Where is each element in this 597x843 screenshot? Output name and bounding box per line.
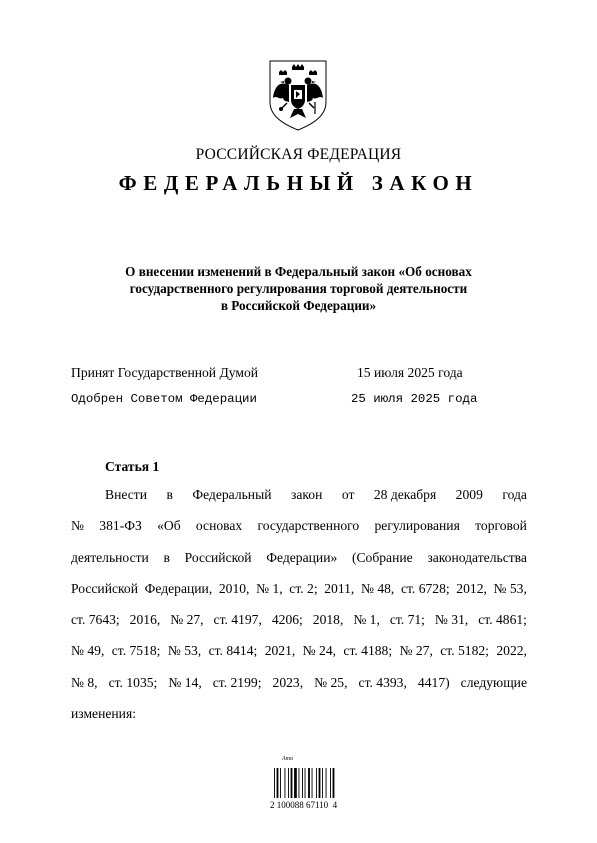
article-word: № 8,: [71, 674, 98, 690]
article-word: от: [341, 487, 355, 502]
article-word: основах: [195, 518, 243, 534]
barcode-bar: [285, 768, 286, 798]
article-line: [71, 705, 527, 736]
article-word: № 48,: [360, 580, 395, 596]
adoption-label: Одобрен Советом Федерации: [71, 392, 257, 406]
article-word: № 49,: [71, 643, 105, 659]
article-word: Российской: [71, 580, 138, 596]
article-word: Внести: [105, 487, 147, 502]
article-word: ст. 2;: [289, 580, 318, 596]
article-word: 2010,: [218, 580, 250, 596]
adoption-date: 15 июля 2025 года: [357, 365, 463, 380]
article-word: (Собрание: [351, 549, 413, 565]
article-word: 4206;: [271, 612, 303, 628]
law-title-line: государственного регулирования торговой деятельности: [129, 281, 468, 296]
barcode-bar: [288, 768, 289, 798]
article-word: ст. 7518;: [111, 643, 161, 659]
article-word: регулирования: [374, 518, 460, 534]
article-word: ст. 7643;: [71, 612, 120, 628]
article-word: ст. 6728;: [400, 580, 450, 596]
article-word: № 1,: [353, 612, 380, 628]
article-line: [71, 642, 527, 673]
country-name: РОССИЙСКАЯ ФЕДЕРАЦИЯ: [195, 146, 402, 163]
article-word: следующие: [460, 674, 527, 690]
article-body: [71, 486, 527, 736]
article-line: [71, 486, 527, 517]
article-word: Федерации»: [266, 549, 338, 565]
barcode-bar: [274, 768, 275, 798]
barcode-bar: [291, 768, 293, 798]
article-word: ст. 2199;: [212, 674, 262, 690]
article-word: Федеральный: [192, 487, 272, 502]
coat-of-arms-icon: [267, 58, 329, 132]
article-word: законодательства: [427, 549, 527, 565]
article-word: № 25,: [314, 674, 348, 690]
article-word: ст. 4188;: [343, 643, 393, 659]
law-title-line: О внесении изменений в Федеральный закон «Об основах: [125, 264, 472, 279]
adoption-date: 25 июля 2025 года: [351, 392, 478, 406]
article-word: ст. 1035;: [108, 674, 158, 690]
article-word: изменения:: [71, 706, 136, 722]
article-word: 2016,: [129, 612, 161, 628]
article-word: 381-ФЗ: [99, 518, 142, 534]
article-word: в: [166, 487, 173, 502]
article-word: государственного: [257, 518, 360, 534]
barcode-bar: [322, 768, 323, 798]
article-line: [71, 517, 527, 548]
barcode-caption: Ато: [282, 756, 293, 762]
article-line: [71, 580, 527, 611]
article-line: [71, 549, 527, 580]
article-word: 2009: [455, 487, 483, 502]
article-word: № 14,: [168, 674, 202, 690]
article-word: № 1,: [256, 580, 283, 596]
article-word: ст. 71;: [389, 612, 425, 628]
law-title-line: в Российской Федерации»: [220, 298, 377, 313]
article-word: № 53,: [167, 643, 202, 659]
barcode-bar: [312, 768, 313, 798]
barcode-bar: [302, 768, 303, 798]
article-word: № 31,: [434, 612, 469, 628]
barcode-bar: [294, 768, 297, 798]
article-word: ст. 4197,: [213, 612, 262, 628]
article-word: ст. 4393,: [358, 674, 407, 690]
barcode-bar: [319, 768, 321, 798]
article-word: 2011,: [324, 580, 355, 596]
article-line: [71, 611, 527, 642]
article-word: № 24,: [302, 643, 337, 659]
article-word: ст. 4861;: [478, 612, 527, 628]
article-word: 2012,: [456, 580, 487, 596]
article-word: ст. 8414;: [208, 643, 258, 659]
barcode-bar: [277, 768, 279, 798]
barcode-bar: [330, 768, 331, 798]
article-word: 2018,: [312, 612, 344, 628]
article-word: ст. 5182;: [440, 643, 489, 659]
article-word: торговой: [475, 518, 527, 534]
barcode-number: 2 100088 67110 4: [270, 800, 338, 810]
article-word: 2021,: [264, 643, 296, 659]
barcode-bar: [326, 768, 327, 798]
article-word: деятельности: [71, 549, 149, 565]
article-word: 2023,: [272, 674, 304, 690]
barcode-bar: [333, 768, 335, 798]
law-title: [90, 263, 507, 314]
adoption-row-council: [71, 390, 531, 410]
article-word: №: [71, 518, 84, 534]
article-word: № 53,: [493, 580, 527, 596]
article-word: закон: [290, 487, 323, 502]
article-word: 4417): [417, 674, 450, 690]
article-line: [71, 674, 527, 705]
adoption-row-duma: [71, 364, 531, 384]
article-word: № 27,: [170, 612, 204, 628]
barcode-bar: [280, 768, 281, 798]
barcode-bar: [316, 768, 317, 798]
article-word: 28 декабря: [373, 487, 437, 502]
barcode-bar: [305, 768, 306, 798]
article-heading: Статья 1: [105, 459, 160, 474]
article-word: года: [502, 487, 527, 502]
article-word: в: [163, 549, 170, 565]
document-type: ФЕДЕРАЛЬНЫЙ ЗАКОН: [118, 171, 479, 195]
article-word: Федерации,: [144, 580, 213, 596]
article-word: № 27,: [399, 643, 433, 659]
article-word: «Об: [157, 518, 181, 534]
barcode-bar: [308, 768, 310, 798]
adoption-label: Принят Государственной Думой: [71, 365, 259, 380]
article-word: 2022,: [496, 643, 527, 659]
article-word: Российской: [184, 549, 252, 565]
barcode-bar: [299, 768, 300, 798]
